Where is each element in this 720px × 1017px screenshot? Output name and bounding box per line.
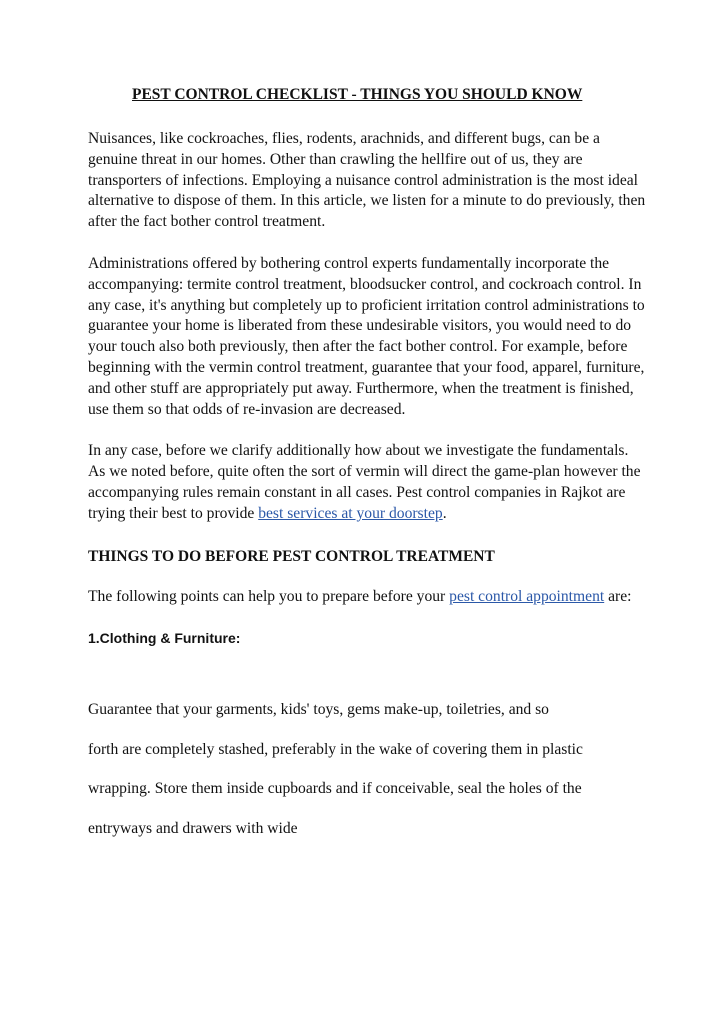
- services-paragraph: Administrations offered by bothering control experts fundamentally incorporate the accompanying: termite control treatment, bloodsucker control, and cockroach control. In any case, it's anything but completely up to proficient irritation control administrations to guarantee your home is liberated from these undesirable visitors, you would need to do your touch also both previously, then after the fact bother control. For example, before beginning with the vermin control treatment, guarantee that your food, apparel, furniture, and other stuff are appropriately put away. Furthermore, when the treatment is finished, use them so that odds of re-invasion are decreased.: [88, 254, 645, 418]
- section-heading: THINGS TO DO BEFORE PEST CONTROL TREATMENT: [88, 547, 495, 565]
- intro-paragraph: Nuisances, like cockroaches, flies, rodents, arachnids, and different bugs, can be a genuine threat in our homes. Other than crawling the hellfire out of us, they are transporters of infections. Employing a nuisance control administration is the most ideal alternative to dispose of them. In this article, we listen for a minute to do previously, then after the fact bother control treatment.: [88, 130, 646, 231]
- prep-paragraph: [88, 587, 648, 608]
- clothing-paragraph: [88, 690, 648, 848]
- pest-control-appointment-link[interactable]: pest control appointment: [449, 587, 605, 605]
- clothing-line: wrapping. Store them inside cupboards and if conceivable, seal the holes of the: [88, 780, 582, 798]
- clothing-line: entryways and drawers with wide: [88, 819, 298, 837]
- clothing-line: Guarantee that your garments, kids' toys, gems make-up, toiletries, and so: [88, 701, 549, 719]
- fundamentals-paragraph: [88, 441, 648, 524]
- best-services-link[interactable]: best services at your doorstep: [258, 504, 443, 522]
- fundamentals-text-end: .: [442, 504, 447, 522]
- prep-text: The following points can help you to prepare before your: [88, 587, 450, 605]
- clothing-line: forth are completely stashed, preferably in the wake of covering them in plastic: [88, 740, 583, 758]
- clothing-furniture-heading: 1.Clothing & Furniture:: [88, 630, 241, 647]
- page-title: PEST CONTROL CHECKLIST - THINGS YOU SHOULD KNOW: [132, 86, 583, 103]
- prep-text-end: are:: [604, 587, 632, 605]
- document-page: [88, 84, 648, 848]
- fundamentals-text: In any case, before we clarify additionally how about we investigate the fundamentals. As we noted before, quite often the sort of vermin will direct the game-plan however the accompanying rules remain constant in all cases. Pest control companies in Rajkot are trying their best to provide: [88, 442, 641, 522]
